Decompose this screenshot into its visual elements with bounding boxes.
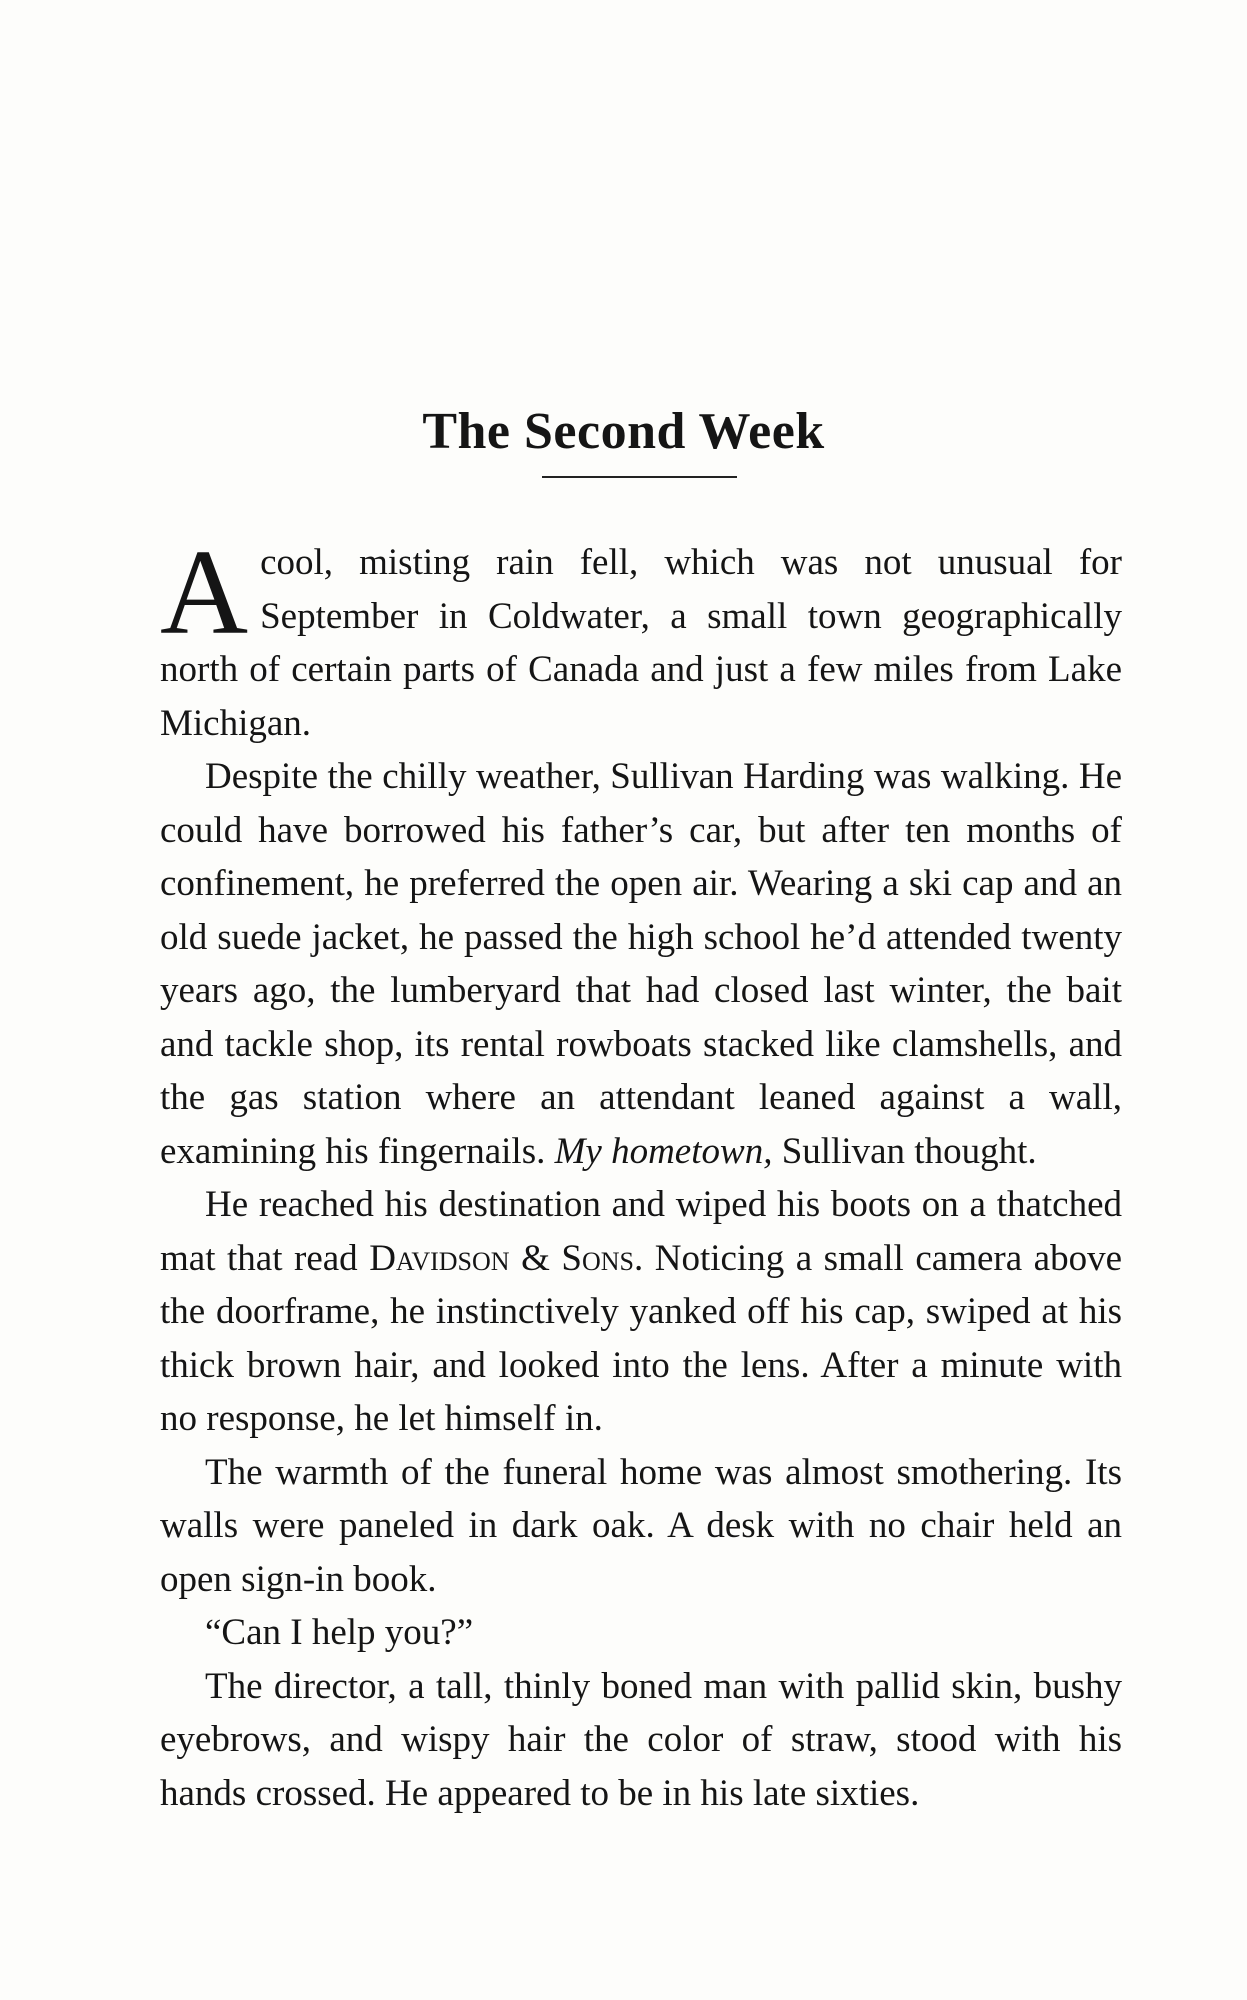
title-divider <box>542 476 737 478</box>
paragraph-2 <box>160 750 1122 1178</box>
italic-thought: My hometown, <box>554 1130 773 1172</box>
paragraph-5: “Can I help you?” <box>205 1612 474 1653</box>
paragraph-1 <box>160 525 1122 750</box>
paragraph-6: The director, a tall, thinly boned man with pallid skin, bushy eyebrows, and wispy hair the color of straw, stood with his hands crossed. He appeared to be in his late sixties. <box>160 1665 1122 1814</box>
drop-cap: A <box>160 525 249 660</box>
paragraph-2-text: Despite the chilly weather, Sullivan Harding was walking. He could have borrowed his father’s car, but after ten months of confinement, he preferred the open air. Wearing a ski cap and an old suede jacket, he passed the high school he’d attended twenty years ago, the lumberyard that had closed last winter, the bait and tackle shop, its rental rowboats stacked like clamshells, and the gas station where an attendant leaned against a wall, examining his fingernails. <box>160 756 1122 1172</box>
paragraph-2-tail: Sullivan thought. <box>772 1130 1037 1172</box>
paragraph-3-tail: . Noticing a small camera above the doorframe, he instinctively yanked off his cap, swiped at his thick brown hair, and looked into the lens. After a minute with no response, he let himself in. <box>160 1237 1122 1439</box>
paragraph-4: The warmth of the funeral home was almost smothering. Its walls were paneled in dark oak. A desk with no chair held an open sign-in book. <box>160 1451 1122 1600</box>
paragraph-3-text: He reached his destination and wiped his boots on a thatched mat that read <box>160 1184 1122 1279</box>
paragraph-1-text: cool, misting rain fell, which was not unusual for September in Coldwater, a small town geographically north of certain parts of Canada and just a few miles from Lake Michigan. <box>160 542 1122 744</box>
body-text <box>160 525 1122 1820</box>
mat-sign-text: Davidson & Sons <box>369 1237 634 1279</box>
chapter-title: The Second Week <box>422 402 825 460</box>
paragraph-3 <box>160 1178 1122 1446</box>
